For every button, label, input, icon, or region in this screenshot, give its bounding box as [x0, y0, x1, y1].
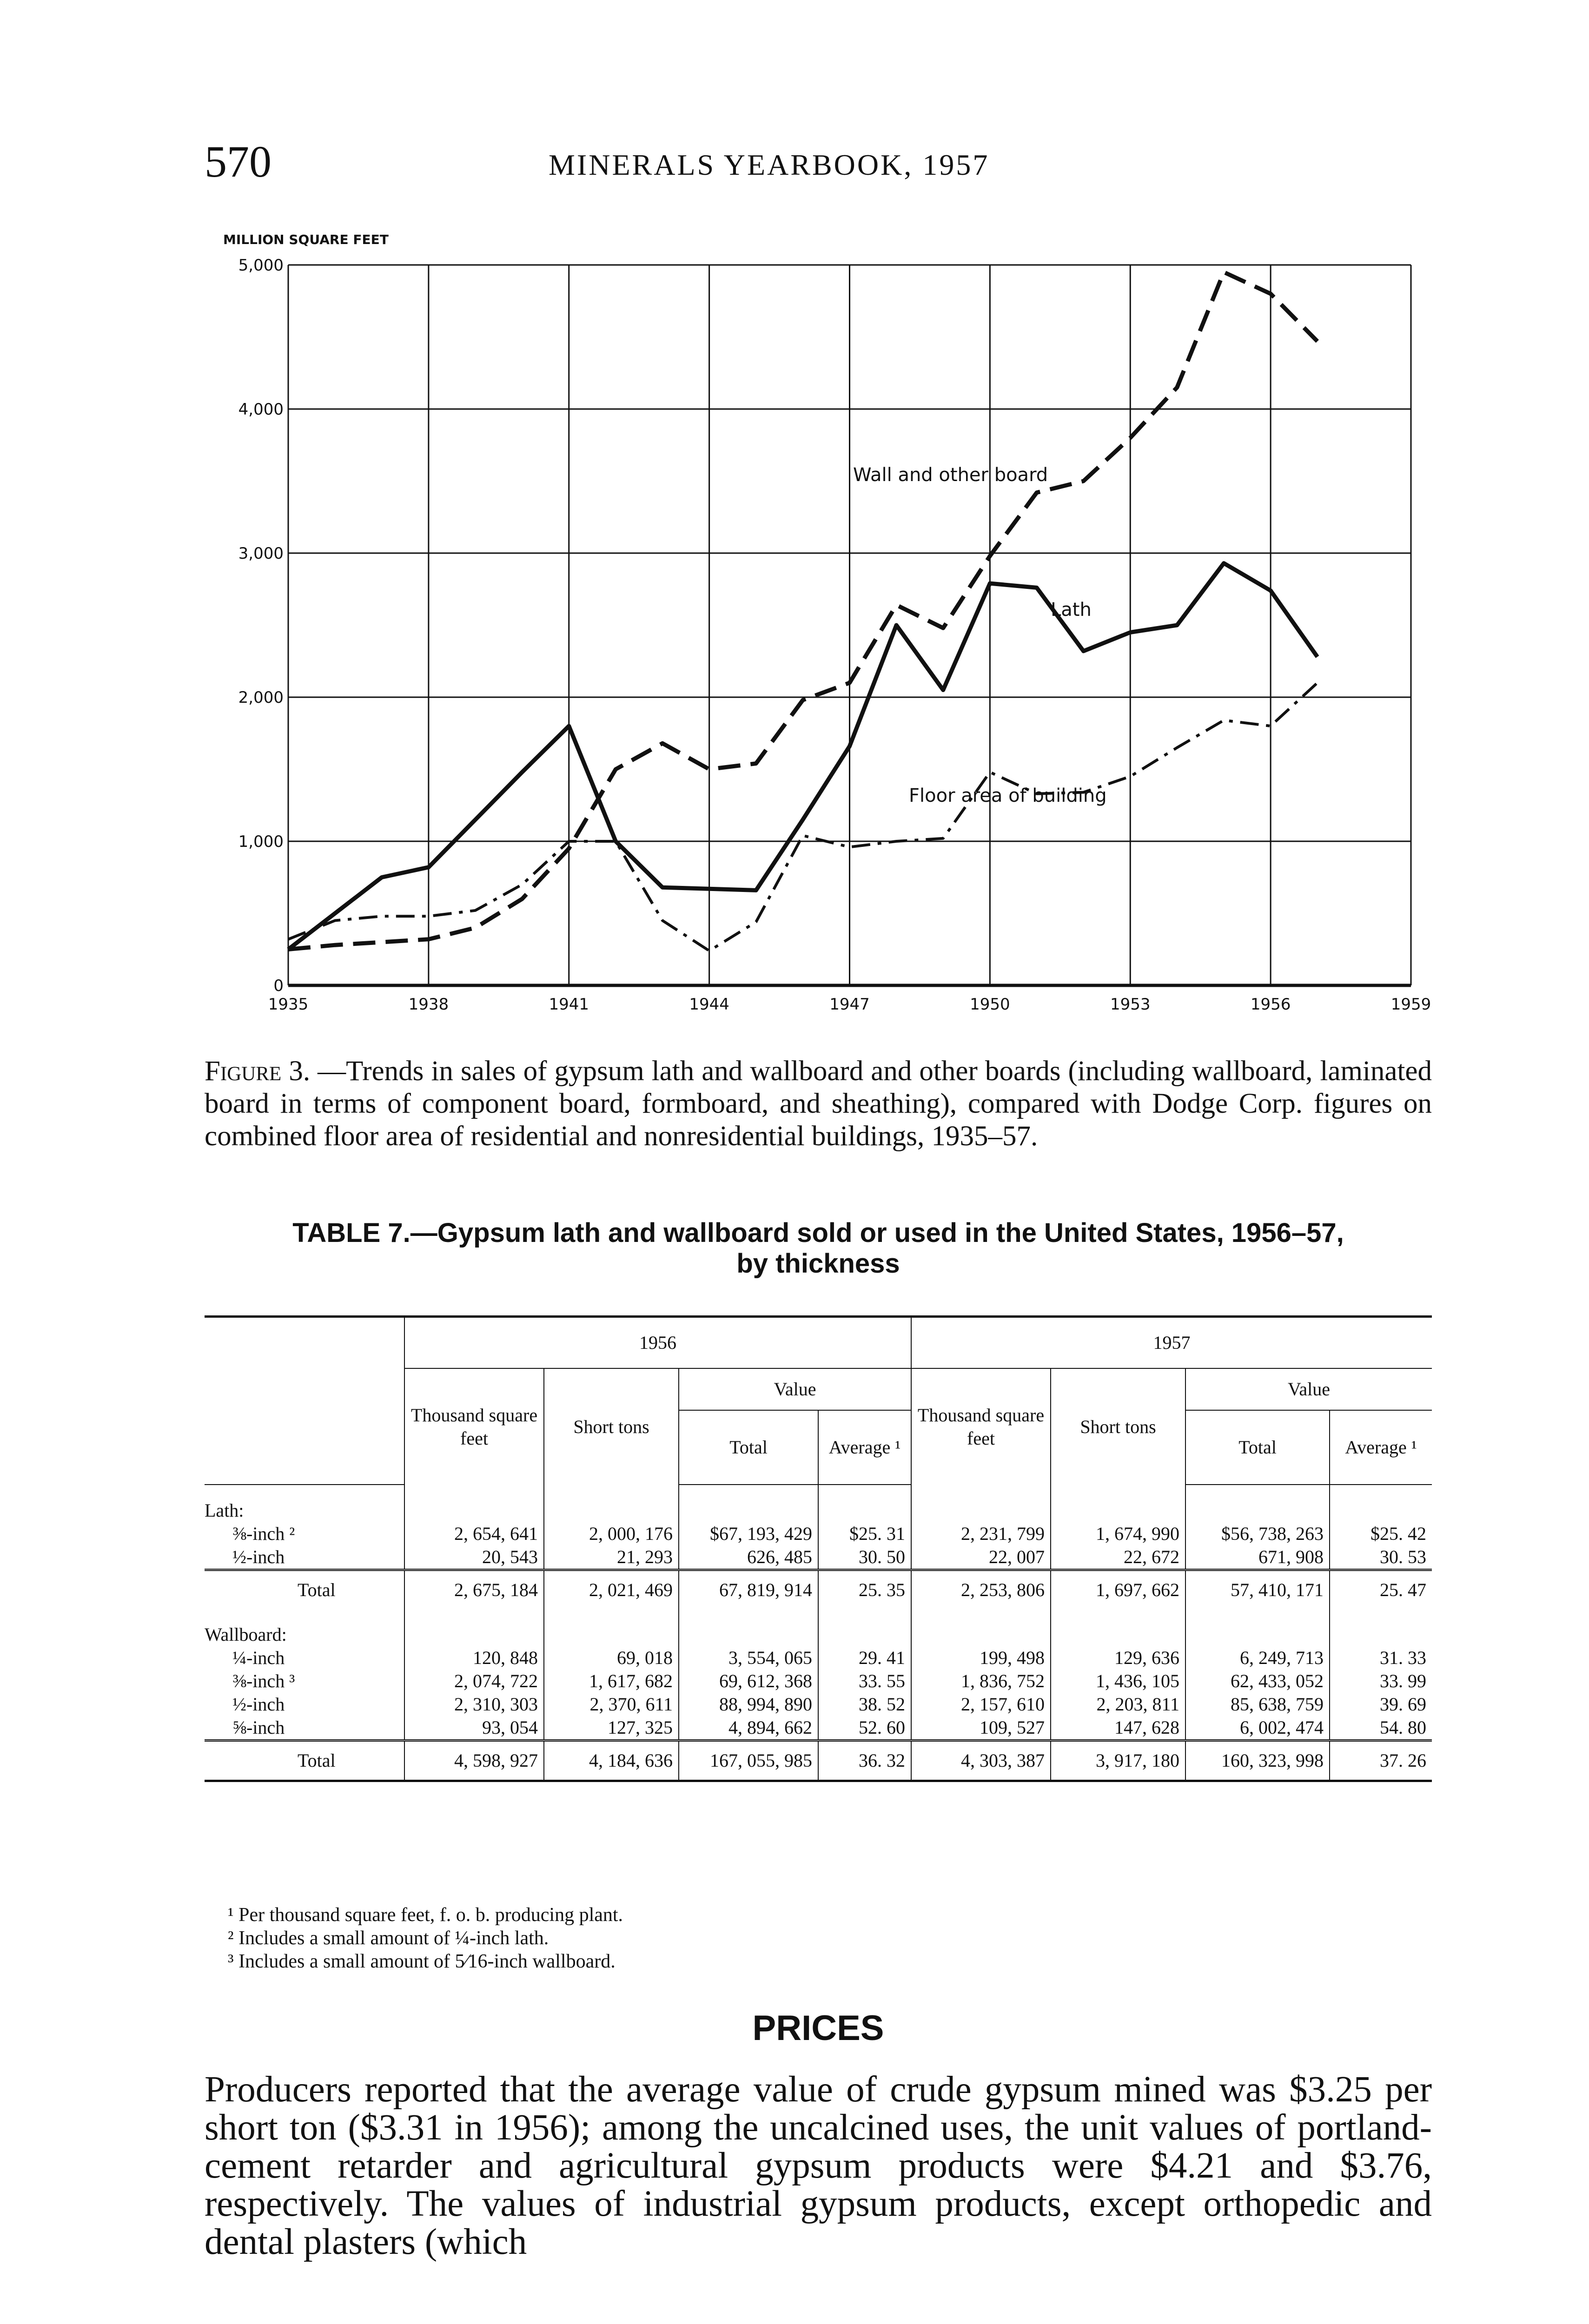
table-cell: 1, 617, 682 — [544, 1670, 679, 1693]
row-label: ½-inch — [232, 1694, 285, 1715]
annotation-wall-board: Wall and other board — [853, 464, 1048, 486]
header-total: Total — [1185, 1410, 1330, 1485]
table-cell: 2, 370, 611 — [544, 1693, 679, 1716]
total-cell: 67, 819, 914 — [679, 1570, 818, 1610]
header-stub — [205, 1317, 404, 1485]
total-cell: 2, 021, 469 — [544, 1570, 679, 1610]
annotation-floor-area: Floor area of building — [909, 785, 1107, 806]
table-cell: 39. 69 — [1330, 1693, 1432, 1716]
row-label: ⅜-inch ³ — [232, 1670, 295, 1691]
table-cell: 671, 908 — [1185, 1545, 1330, 1570]
table-cell: 626, 485 — [679, 1545, 818, 1570]
table-row — [205, 1716, 1432, 1741]
table-cell: 62, 433, 052 — [1185, 1670, 1330, 1693]
header-year-1956: 1956 — [404, 1317, 911, 1369]
table-cell: 129, 636 — [1051, 1646, 1185, 1670]
table-cell: 38. 52 — [818, 1693, 911, 1716]
figure-label: Figure 3. — [205, 1056, 311, 1087]
total-cell: 4, 598, 927 — [404, 1741, 544, 1781]
header-thousand-sq-ft: Thousand square feet — [404, 1368, 544, 1485]
series-line-0 — [288, 272, 1318, 950]
table-row — [205, 1693, 1432, 1716]
group-label: Wallboard: — [205, 1624, 287, 1645]
table-cell: 2, 000, 176 — [544, 1522, 679, 1545]
table-cell: 69, 018 — [544, 1646, 679, 1670]
table-cell: 199, 498 — [911, 1646, 1051, 1670]
header-average: Average ¹ — [1330, 1410, 1432, 1485]
table-cell: 120, 848 — [404, 1646, 544, 1670]
x-tick-label: 1935 — [268, 995, 309, 1014]
table-cell: 2, 157, 610 — [911, 1693, 1051, 1716]
table-cell: 1, 836, 752 — [911, 1670, 1051, 1693]
footnote: ³ Includes a small amount of 5⁄16-inch wallboard. — [228, 1951, 616, 1972]
x-tick-label: 1953 — [1110, 995, 1151, 1014]
figure-3-chart — [177, 232, 1432, 1041]
table-title-line2: by thickness — [736, 1248, 900, 1279]
table-cell: 22, 672 — [1051, 1545, 1185, 1570]
prices-paragraph: Producers reported that the average value of crude gypsum mined was $3.25 per short ton ($3.31 in 1956); among the uncalcined uses, the unit values of portland-cement retarder and agricultural gypsum products were $4.21 and $3.76, respectively. The values of industrial gypsum products, except orthopedic and dental plasters (which — [205, 2069, 1432, 2262]
table-cell: 31. 33 — [1330, 1646, 1432, 1670]
table-group-row — [205, 1485, 1432, 1522]
x-tick-label: 1938 — [408, 995, 449, 1014]
table-cell: 147, 628 — [1051, 1716, 1185, 1741]
header-value: Value — [1185, 1368, 1432, 1410]
table-cell: $25. 42 — [1330, 1522, 1432, 1545]
header-average: Average ¹ — [818, 1410, 911, 1485]
table-cell: 127, 325 — [544, 1716, 679, 1741]
table-cell: 93, 054 — [404, 1716, 544, 1741]
y-tick-label: 0 — [273, 977, 284, 995]
table-cell: 2, 074, 722 — [404, 1670, 544, 1693]
gypsum-table — [205, 1315, 1432, 1782]
table-cell: 6, 249, 713 — [1185, 1646, 1330, 1670]
x-tick-label: 1944 — [689, 995, 729, 1014]
table-total-row — [205, 1741, 1432, 1781]
table-row — [205, 1522, 1432, 1545]
table-cell: $56, 738, 263 — [1185, 1522, 1330, 1545]
footnotes — [205, 1903, 1432, 1973]
group-label: Lath: — [205, 1500, 244, 1521]
chart-series — [288, 272, 1318, 951]
table-cell: 1, 436, 105 — [1051, 1670, 1185, 1693]
table-cell: 2, 310, 303 — [404, 1693, 544, 1716]
row-label: ⅜-inch ² — [232, 1523, 295, 1544]
page-number: 570 — [205, 137, 271, 186]
total-cell: 1, 697, 662 — [1051, 1570, 1185, 1610]
table-cell: 20, 543 — [404, 1545, 544, 1570]
x-tick-label: 1947 — [829, 995, 870, 1014]
table-cell: 2, 231, 799 — [911, 1522, 1051, 1545]
table-cell: 3, 554, 065 — [679, 1646, 818, 1670]
table-row — [205, 1545, 1432, 1570]
section-heading-prices: PRICES — [752, 2008, 884, 2048]
row-label: ⅝-inch — [232, 1717, 285, 1738]
table-cell: 22, 007 — [911, 1545, 1051, 1570]
chart-grid — [288, 265, 1411, 985]
table-cell: 54. 80 — [1330, 1716, 1432, 1741]
total-cell: 25. 35 — [818, 1570, 911, 1610]
table-cell: 109, 527 — [911, 1716, 1051, 1741]
row-label: ¼-inch — [232, 1647, 285, 1668]
table-cell: 33. 55 — [818, 1670, 911, 1693]
x-tick-label: 1959 — [1390, 995, 1431, 1014]
total-cell: 25. 47 — [1330, 1570, 1432, 1610]
table-row — [205, 1670, 1432, 1693]
chart-axes — [238, 256, 1431, 1014]
total-cell: 2, 675, 184 — [404, 1570, 544, 1610]
table-cell: 21, 293 — [544, 1545, 679, 1570]
total-cell: 160, 323, 998 — [1185, 1741, 1330, 1781]
table-cell: 33. 99 — [1330, 1670, 1432, 1693]
table-title-line1: TABLE 7.—Gypsum lath and wallboard sold or used in the United States, 1956–57, — [292, 1218, 1344, 1248]
total-cell: 4, 184, 636 — [544, 1741, 679, 1781]
table-cell: 4, 894, 662 — [679, 1716, 818, 1741]
figure-caption-text: —Trends in sales of gypsum lath and wallboard and other boards (including wallboard, laminated board in terms of component board, formboard, and sheathing), compared with Dodge Corp. figures on combined floor area of residential and nonresidential buildings, 1935–57. — [205, 1056, 1432, 1152]
series-line-1 — [288, 563, 1318, 950]
y-tick-label: 1,000 — [238, 832, 284, 851]
total-cell: 2, 253, 806 — [911, 1570, 1051, 1610]
table-cell: 30. 50 — [818, 1545, 911, 1570]
header-year-1957: 1957 — [911, 1317, 1432, 1369]
table-total-row — [205, 1570, 1432, 1610]
x-tick-label: 1956 — [1250, 995, 1291, 1014]
header-total: Total — [679, 1410, 818, 1485]
total-label: Total — [205, 1741, 404, 1781]
header-short-tons: Short tons — [1051, 1368, 1185, 1485]
total-cell: 36. 32 — [818, 1741, 911, 1781]
total-cell: 37. 26 — [1330, 1741, 1432, 1781]
table-cell: 30. 53 — [1330, 1545, 1432, 1570]
table-row — [205, 1646, 1432, 1670]
footnote: ² Includes a small amount of ¼-inch lath. — [228, 1928, 549, 1949]
table-cell: 85, 638, 759 — [1185, 1693, 1330, 1716]
y-axis-title: MILLION SQUARE FEET — [223, 232, 389, 247]
y-tick-label: 3,000 — [238, 544, 284, 563]
total-cell: 3, 917, 180 — [1051, 1741, 1185, 1781]
table-cell: $25. 31 — [818, 1522, 911, 1545]
table-cell: $67, 193, 429 — [679, 1522, 818, 1545]
total-cell: 167, 055, 985 — [679, 1741, 818, 1781]
header-thousand-sq-ft: Thousand square feet — [911, 1368, 1051, 1485]
figure-caption — [205, 1055, 1432, 1153]
table-cell: 2, 203, 811 — [1051, 1693, 1185, 1716]
table-cell: 69, 612, 368 — [679, 1670, 818, 1693]
running-title: MINERALS YEARBOOK, 1957 — [549, 148, 990, 181]
y-tick-label: 5,000 — [238, 256, 284, 275]
table-cell: 1, 674, 990 — [1051, 1522, 1185, 1545]
footnote: ¹ Per thousand square feet, f. o. b. producing plant. — [228, 1904, 623, 1926]
header-short-tons: Short tons — [544, 1368, 679, 1485]
total-cell: 4, 303, 387 — [911, 1741, 1051, 1781]
x-tick-label: 1941 — [549, 995, 589, 1014]
total-cell: 57, 410, 171 — [1185, 1570, 1330, 1610]
table-cell: 52. 60 — [818, 1716, 911, 1741]
x-tick-label: 1950 — [970, 995, 1010, 1014]
y-tick-label: 2,000 — [238, 688, 284, 707]
table-cell: 2, 654, 641 — [404, 1522, 544, 1545]
header-value: Value — [679, 1368, 911, 1410]
annotation-lath: Lath — [1051, 599, 1092, 621]
table-title — [205, 1218, 1432, 1279]
row-label: ½-inch — [232, 1546, 285, 1567]
table-cell: 29. 41 — [818, 1646, 911, 1670]
table-cell: 88, 994, 890 — [679, 1693, 818, 1716]
total-label: Total — [205, 1570, 404, 1610]
table-cell: 6, 002, 474 — [1185, 1716, 1330, 1741]
y-tick-label: 4,000 — [238, 400, 284, 419]
table-group-row — [205, 1609, 1432, 1646]
